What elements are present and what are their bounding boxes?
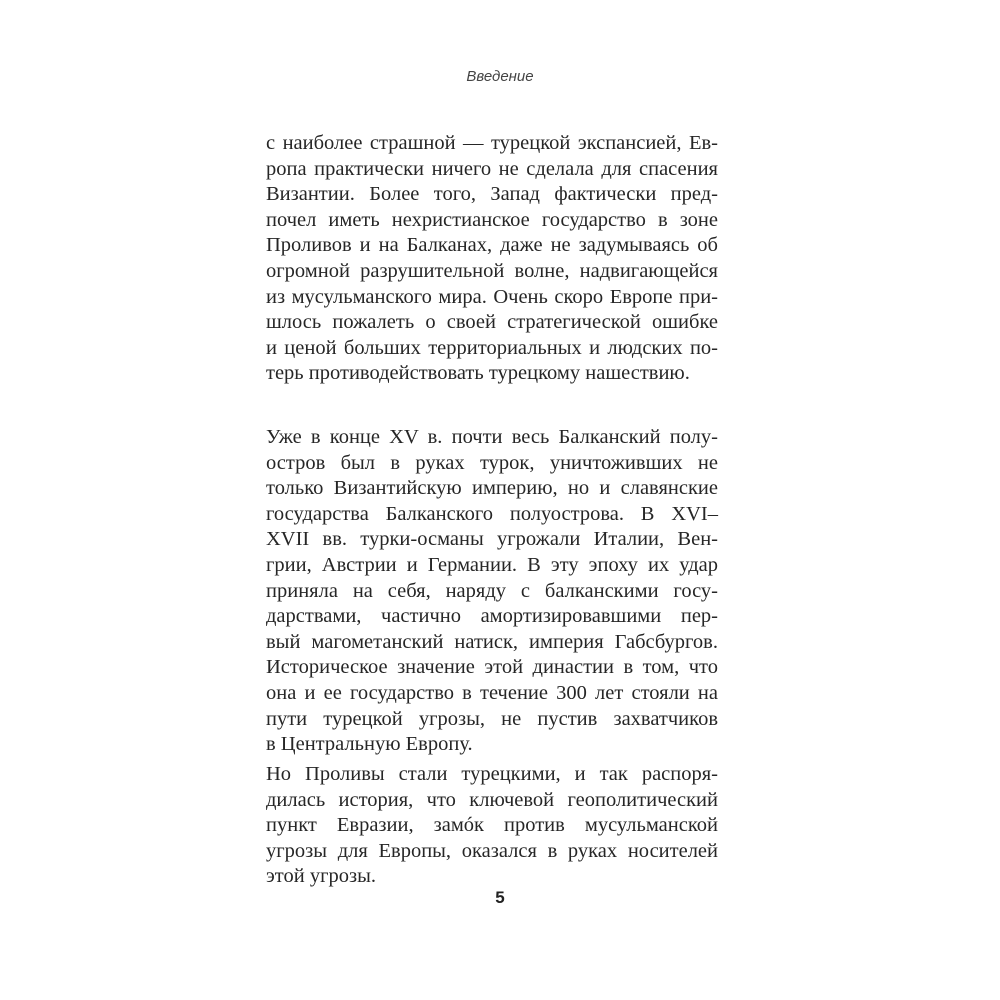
running-header: Введение: [466, 68, 534, 85]
text-line: Историческое значение этой династии в том, что: [266, 656, 718, 679]
text-line: ропа практически ничего не сделала для спасения: [266, 157, 718, 180]
text-line: только Византийскую империю, но и славянские: [266, 477, 718, 500]
paragraph-3: [266, 762, 718, 890]
text-line: шлось пожалеть о своей стратегической ошибке: [266, 311, 718, 334]
text-line: остров был в руках турок, уничтоживших не: [266, 451, 718, 474]
text-line: угрозы для Европы, оказался в руках носителей: [266, 839, 718, 862]
text-line: терь противодействовать турецкому нашествию.: [266, 362, 690, 385]
text-line: дарствами, частично амортизировавшими пер-: [266, 605, 718, 628]
page-number: 5: [495, 888, 505, 907]
text-line: дилась история, что ключевой геополитический: [266, 788, 718, 811]
text-line: вый магометанский натиск, империя Габсбургов.: [266, 630, 718, 653]
text-line: Уже в конце XV в. почти весь Балканский полу-: [266, 426, 718, 448]
text-line: приняла на себя, наряду с балканскими госу-: [266, 579, 718, 602]
text-line: из мусульманского мира. Очень скоро Европе при-: [266, 285, 718, 308]
paragraph-1: [266, 131, 718, 387]
paragraph-2: [266, 425, 718, 758]
text-line: огромной разрушительной волне, надвигающейся: [266, 259, 718, 282]
text-line: Но Проливы стали турецкими, и так распоря-: [266, 763, 718, 785]
text-line: она и ее государство в течение 300 лет стояли на: [266, 681, 718, 704]
text-line: пункт Евразии, замóк против мусульманской: [266, 814, 718, 837]
text-line: государства Балканского полуострова. В XVI–: [266, 502, 718, 525]
text-line: грии, Австрии и Германии. В эту эпоху их удар: [266, 553, 718, 576]
text-line: этой угрозы.: [266, 865, 376, 888]
text-line: пути турецкой угрозы, не пустив захватчиков: [266, 707, 718, 730]
text-line: с наиболее страшной — турецкой экспансией, Ев-: [266, 132, 718, 154]
text-line: и ценой больших территориальных и людских по-: [266, 336, 718, 359]
text-line: в Центральную Европу.: [266, 733, 473, 756]
text-line: почел иметь нехристианское государство в зоне: [266, 208, 718, 231]
text-line: Византии. Более того, Запад фактически пред-: [266, 183, 718, 206]
text-line: Проливов и на Балканах, даже не задумываясь об: [266, 234, 718, 257]
text-line: XVII вв. турки-османы угрожали Италии, Вен-: [266, 528, 718, 551]
